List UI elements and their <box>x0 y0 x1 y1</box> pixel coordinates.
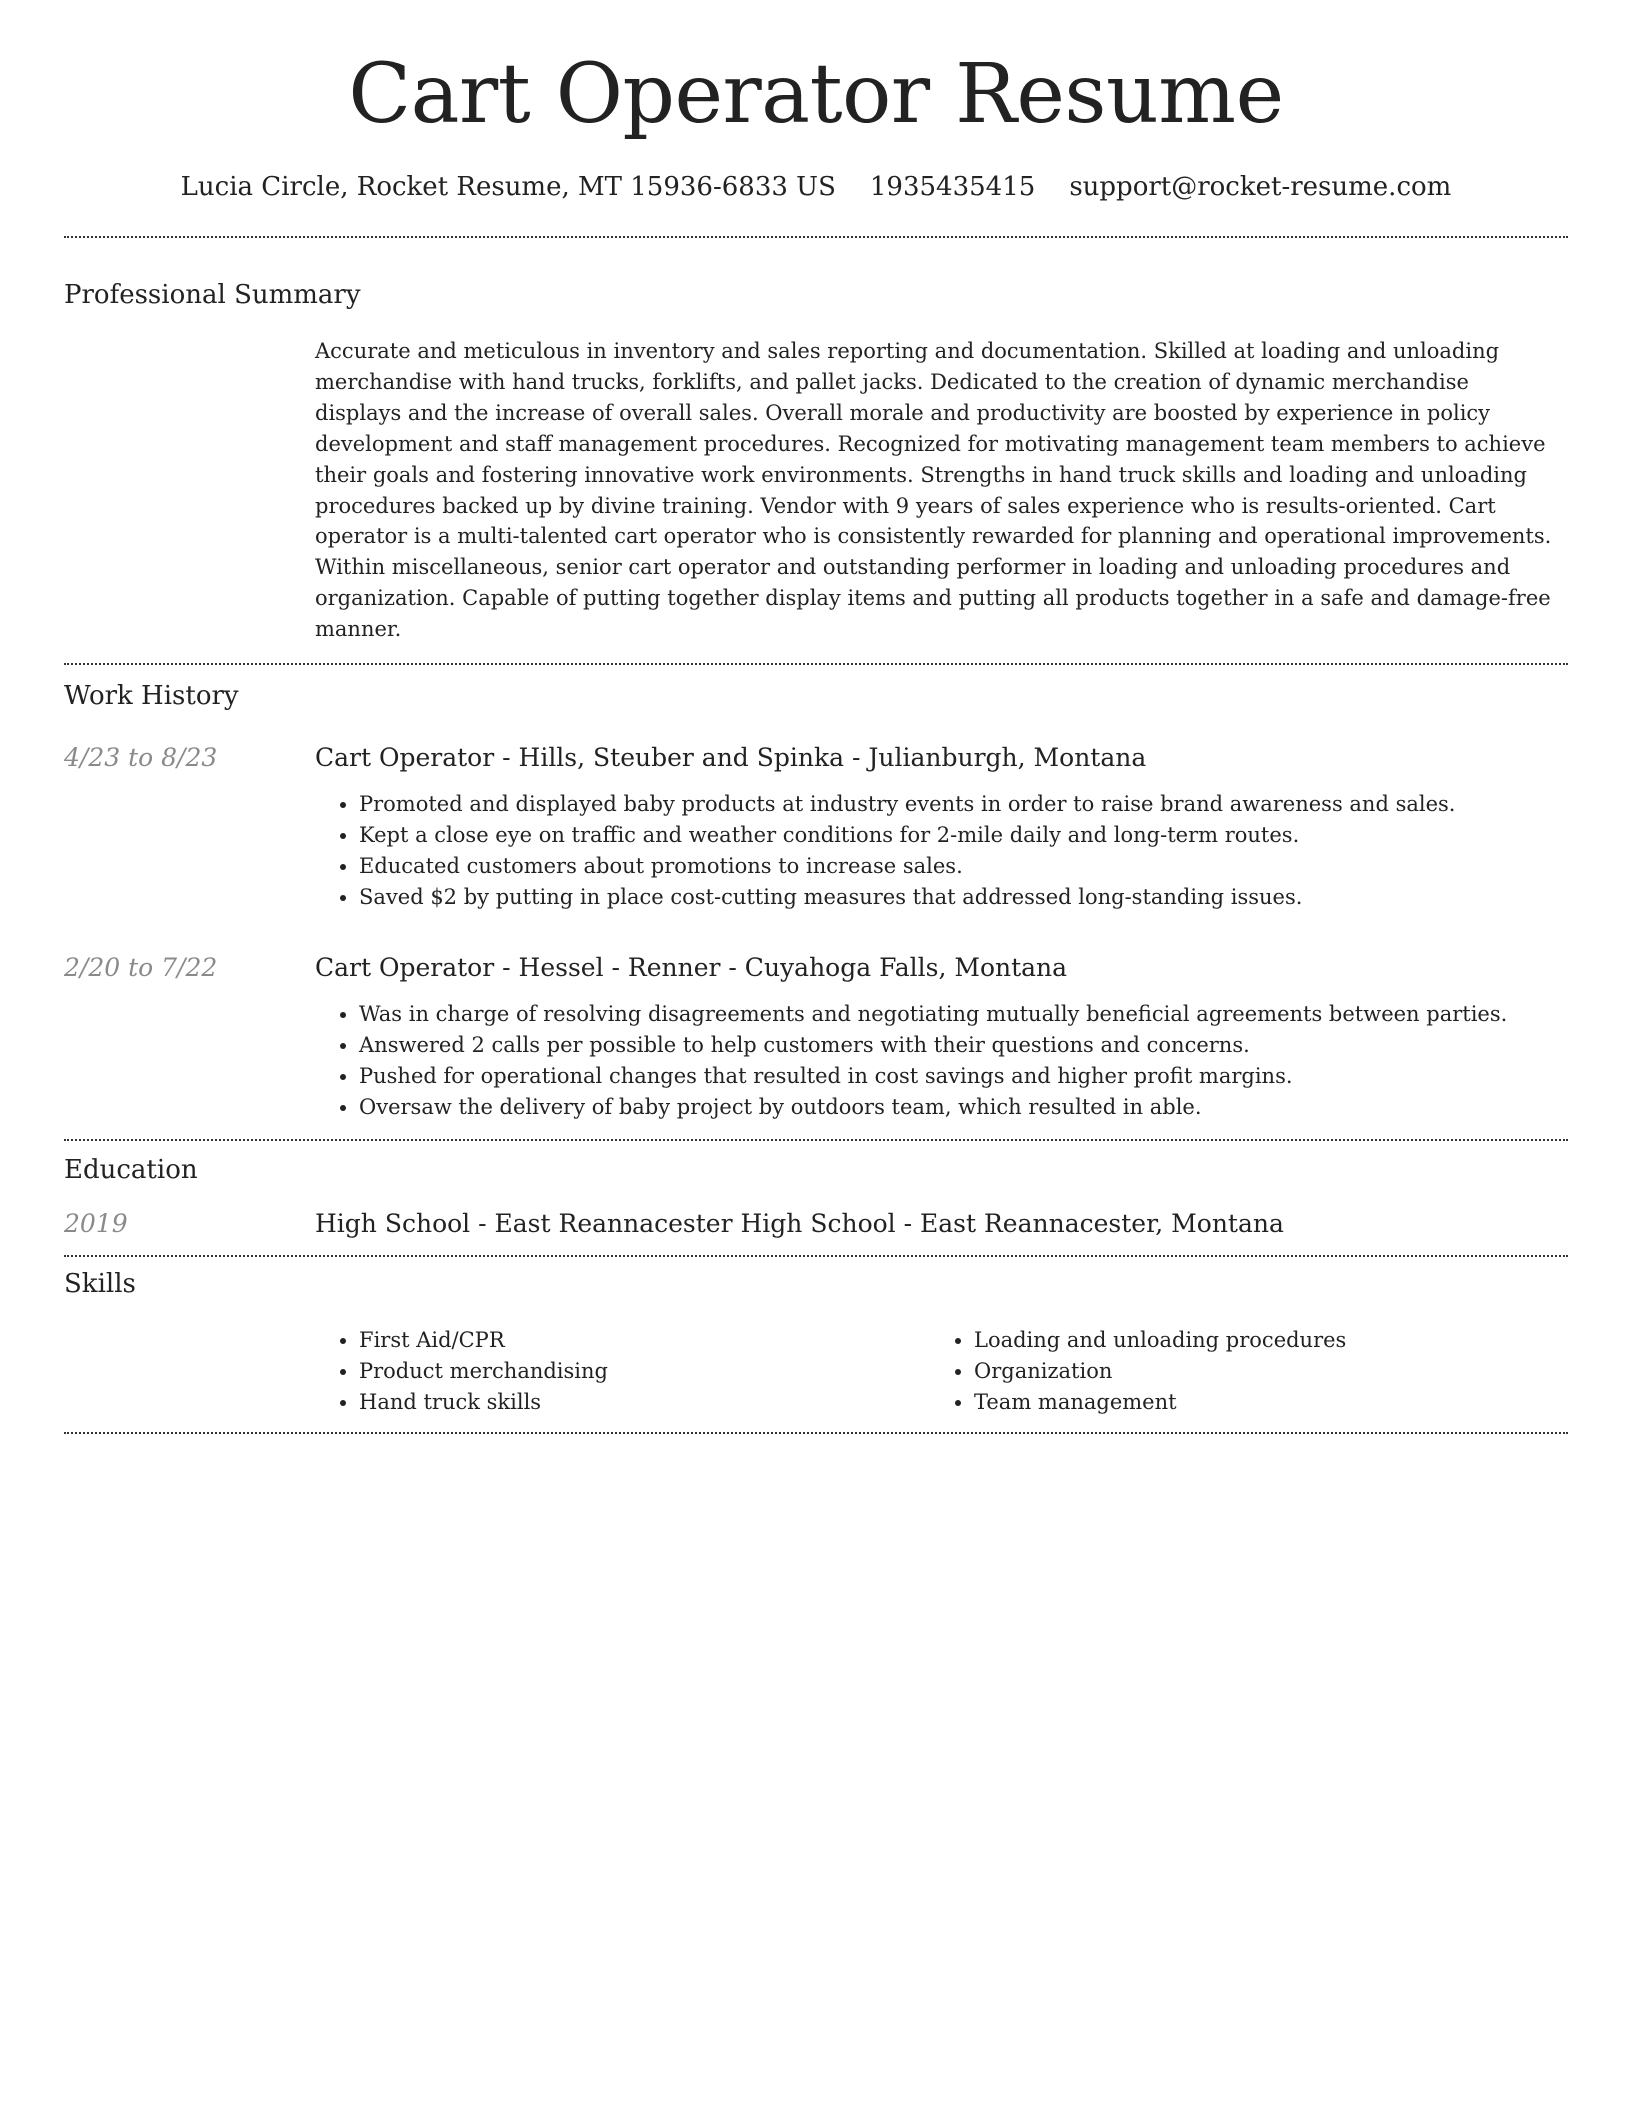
job-dates: 2/20 to 7/22 <box>64 953 218 983</box>
job-title: Cart Operator - Hessel - Renner - Cuyahoga Falls, Montana <box>315 953 1068 983</box>
contact-phone: 1935435415 <box>869 172 1036 202</box>
skill-item: • First Aid/CPR <box>359 1325 930 1356</box>
job-entry <box>64 741 1568 913</box>
job-details <box>315 951 1568 1123</box>
skill-item: • Hand truck skills <box>359 1387 930 1418</box>
skills-column-right <box>930 1325 1545 1418</box>
skills-column-left <box>315 1325 930 1418</box>
work-history-heading: Work History <box>64 681 239 712</box>
job-bullets <box>315 999 1568 1123</box>
skills-heading: Skills <box>64 1269 136 1300</box>
skill-item: • Loading and unloading procedures <box>974 1325 1545 1356</box>
summary-heading: Professional Summary <box>64 280 361 310</box>
education-entry <box>64 1207 1568 1241</box>
section-divider <box>64 1432 1568 1434</box>
skills-list <box>315 1325 1568 1418</box>
contact-line <box>64 172 1568 202</box>
job-title: Cart Operator - Hills, Steuber and Spinka - Julianburgh, Montana <box>315 743 1147 773</box>
job-bullets <box>315 789 1568 913</box>
section-divider <box>64 1255 1568 1257</box>
skill-item: • Team management <box>974 1387 1545 1418</box>
job-details <box>315 741 1568 913</box>
skill-item: • Product merchandising <box>359 1356 930 1387</box>
education-date: 2019 <box>64 1209 128 1239</box>
contact-email: support@rocket-resume.com <box>1069 172 1452 202</box>
section-divider <box>64 236 1568 238</box>
education-heading: Education <box>64 1155 198 1186</box>
job-bullet: • Educated customers about promotions to increase sales. <box>359 851 1568 882</box>
job-bullet: • Kept a close eye on traffic and weather conditions for 2-mile daily and long-term routes. <box>359 820 1568 851</box>
education-title: High School - East Reannacester High School - East Reannacester, Montana <box>315 1209 1284 1239</box>
job-bullet: • Promoted and displayed baby products at industry events in order to raise brand awareness and sales. <box>359 789 1568 820</box>
job-bullet: • Saved $2 by putting in place cost-cutting measures that addressed long-standing issues. <box>359 882 1568 913</box>
skill-item: • Organization <box>974 1356 1545 1387</box>
resume-title: Cart Operator Resume <box>348 47 1284 142</box>
summary-text: Accurate and meticulous in inventory and sales reporting and documentation. Skilled at loading and unloading merchandise with hand trucks, forklifts, and pallet jacks. Dedicated to the creation of dynamic merchandise displays and the increase of overall sales. Overall morale and productivity are boosted by experience in policy development and staff management procedures. Recognized for motivating management team members to achieve their goals and fostering innovative work environments. Strengths in hand truck skills and loading and unloading procedures backed up by divine training. Vendor with 9 years of sales experience who is results-oriented. Cart operator is a multi-talented cart operator who is consistently rewarded for planning and operational improvements. Within miscellaneous, senior cart operator and outstanding performer in loading and unloading procedures and organization. Capable of putting together display items and putting all products together in a safe and damage-free manner. <box>315 339 1552 642</box>
job-bullet: • Answered 2 calls per possible to help customers with their questions and concerns. <box>359 1030 1568 1061</box>
job-dates: 4/23 to 8/23 <box>64 743 218 773</box>
job-bullet: • Pushed for operational changes that resulted in cost savings and higher profit margins. <box>359 1061 1568 1092</box>
education-details <box>315 1207 1568 1241</box>
job-bullet: • Was in charge of resolving disagreements and negotiating mutually beneficial agreements between parties. <box>359 999 1568 1030</box>
section-divider <box>64 1139 1568 1141</box>
contact-address: Lucia Circle, Rocket Resume, MT 15936-6833 US <box>180 172 836 202</box>
job-entry <box>64 951 1568 1123</box>
section-divider <box>64 663 1568 665</box>
job-bullet: • Oversaw the delivery of baby project by outdoors team, which resulted in able. <box>359 1092 1568 1123</box>
